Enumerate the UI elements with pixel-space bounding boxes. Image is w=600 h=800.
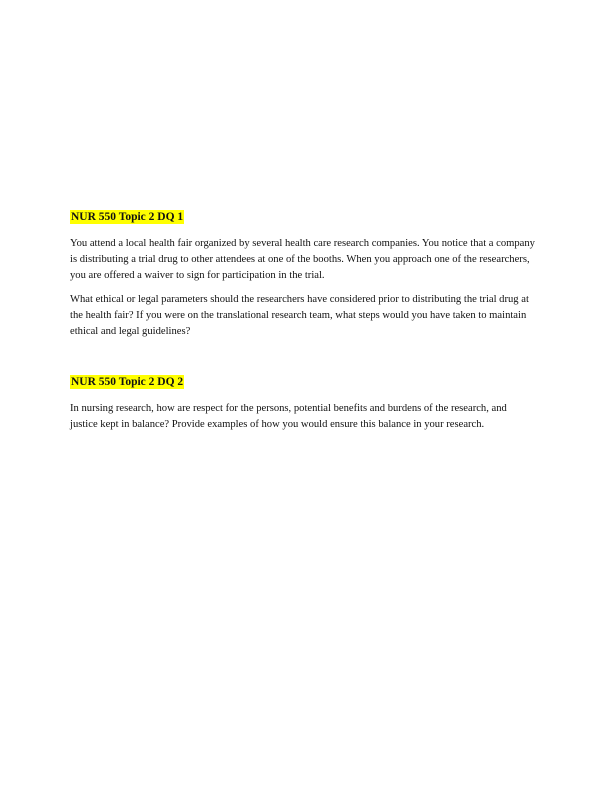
section-heading: NUR 550 Topic 2 DQ 1 [71, 211, 184, 223]
question-section-dq2 [70, 372, 535, 441]
question-paragraph: You attend a local health fair organized by several health care research companies. You notice that a company is distributing a trial drug to other attendees at one of the booths. When you approach one of the researchers, you are offered a waiver to sign for participation in the trial. [70, 238, 535, 281]
question-section-dq1 [70, 207, 535, 348]
question-paragraph: What ethical or legal parameters should the researchers have considered prior to distributing the trial drug at the health fair? If you were on the translational research team, what steps would you have taken to maintain ethical and legal guidelines? [70, 294, 529, 337]
question-paragraph: In nursing research, how are respect for the persons, potential benefits and burdens of the research, and justice kept in balance? Provide examples of how you would ensure this balance in your research. [70, 403, 507, 430]
section-heading: NUR 550 Topic 2 DQ 2 [71, 376, 184, 388]
